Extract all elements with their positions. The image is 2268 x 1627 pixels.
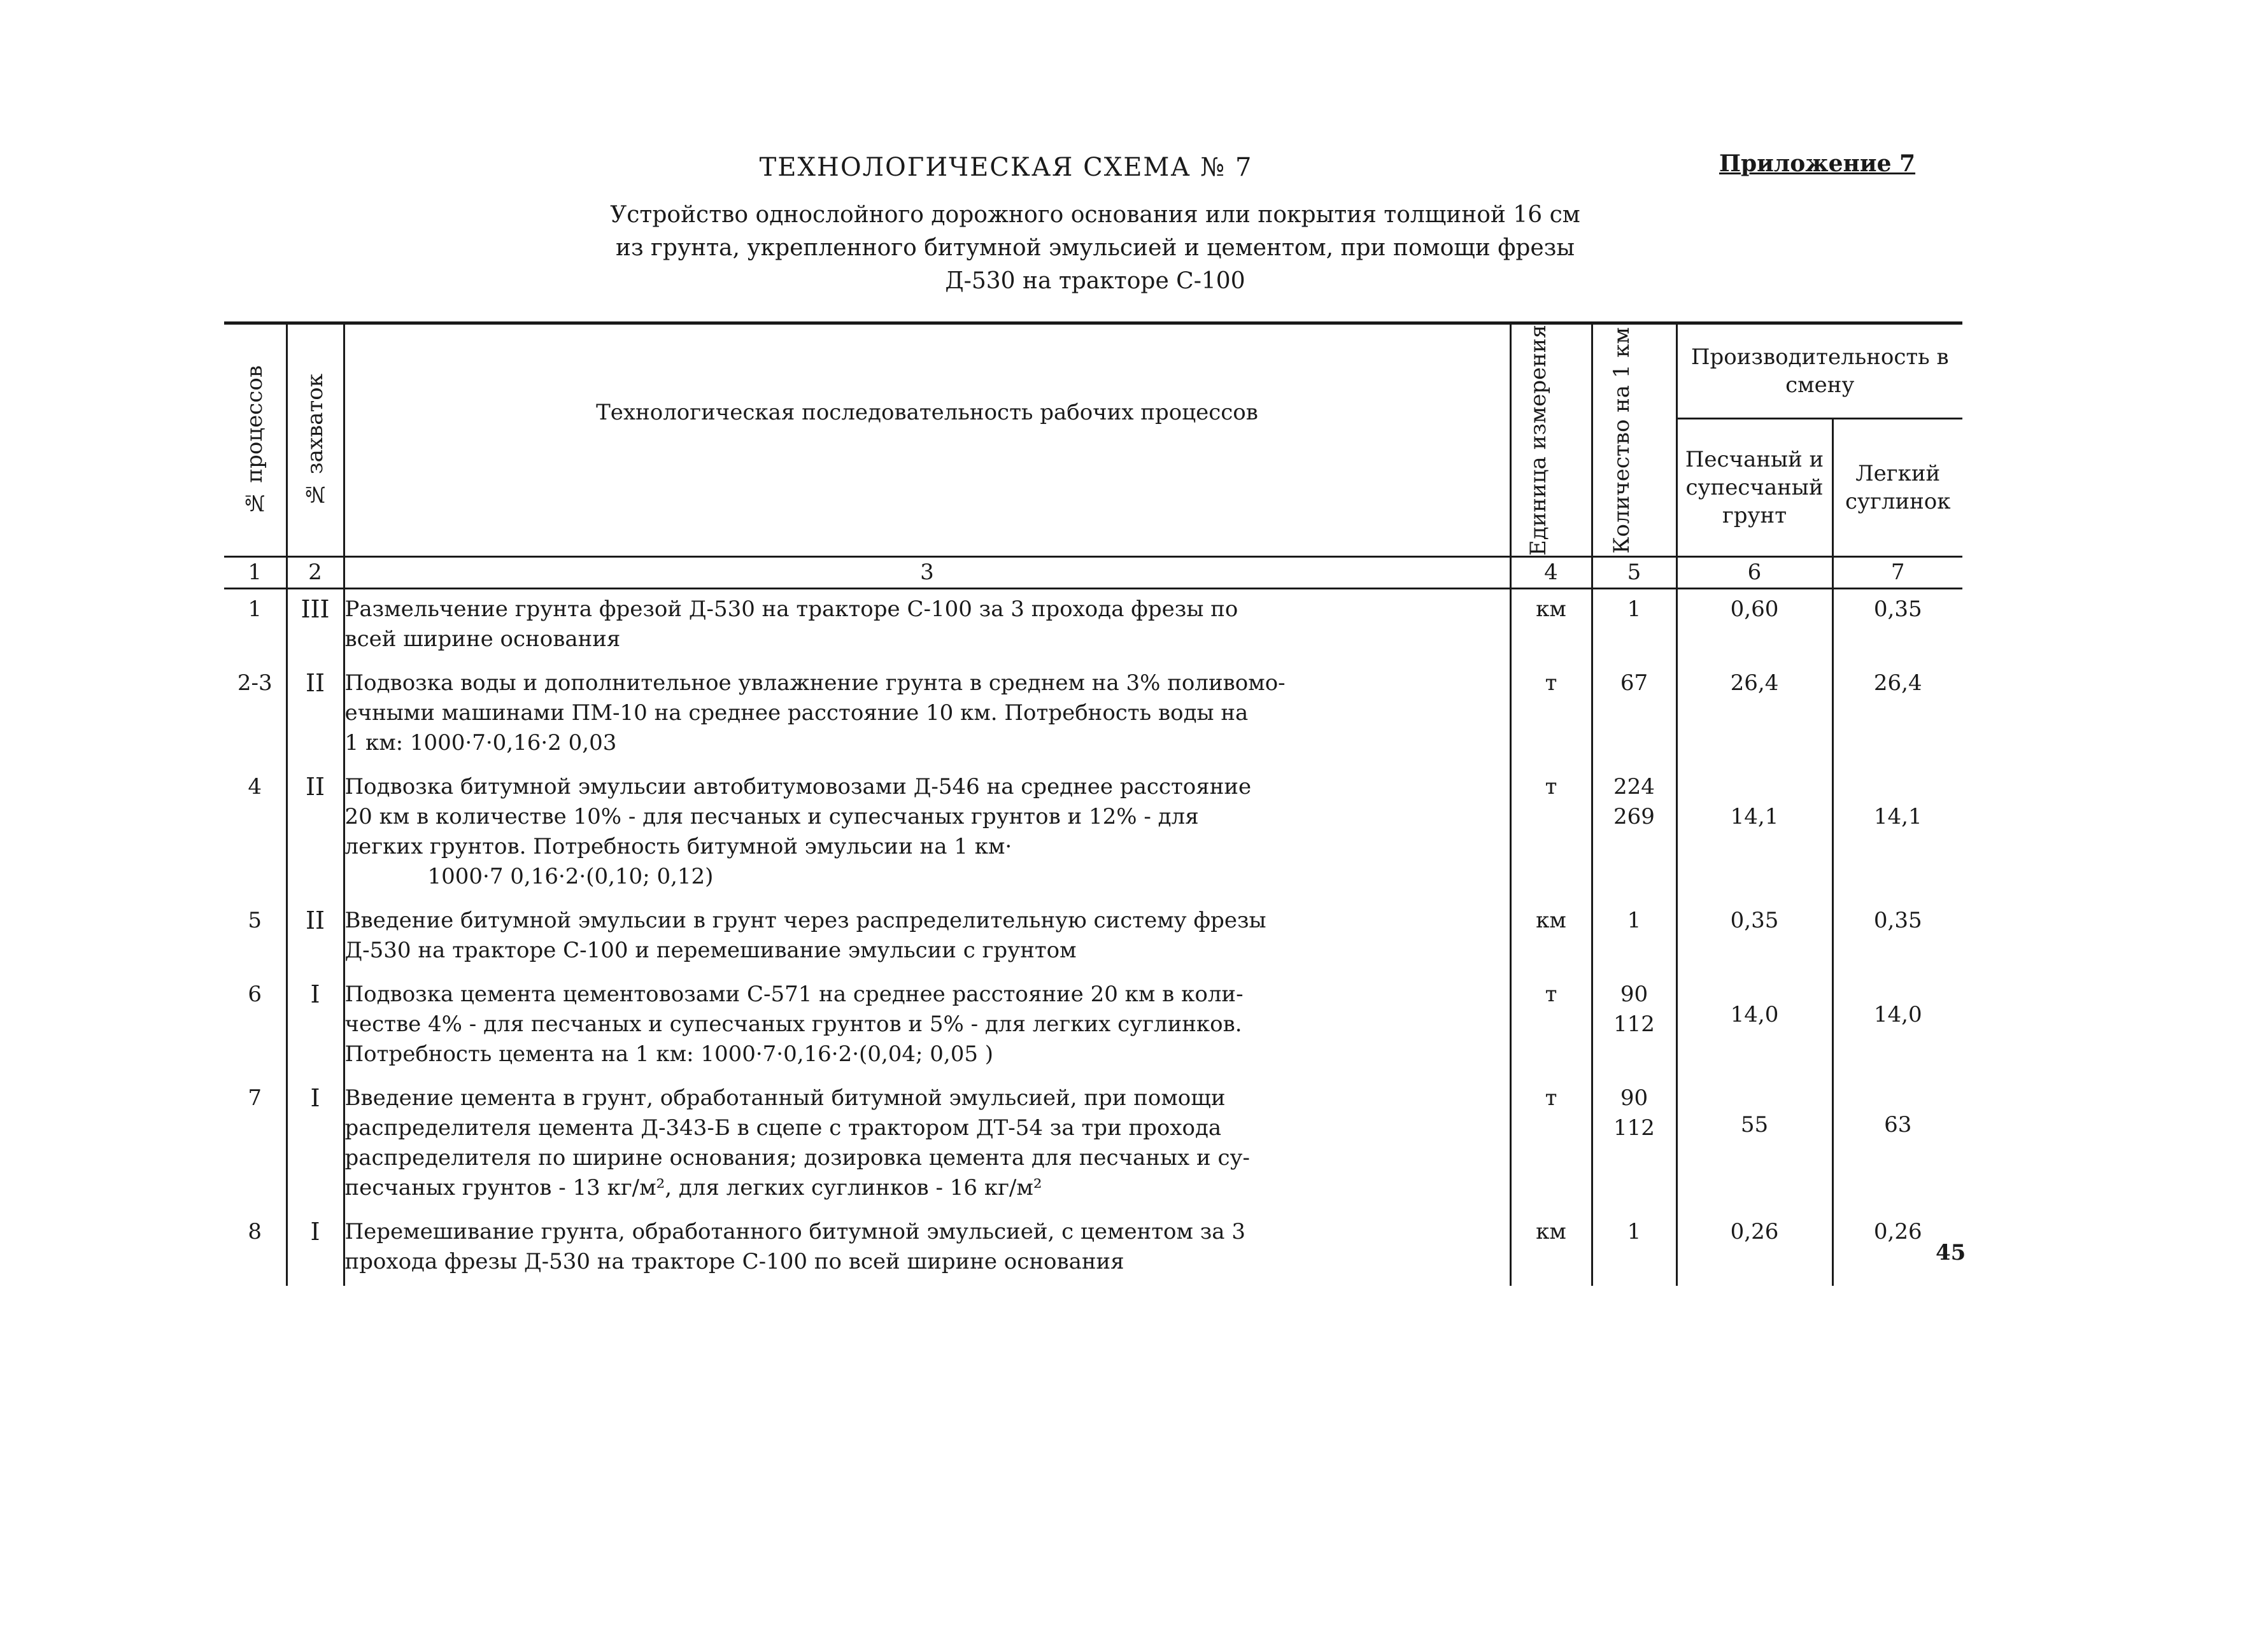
zakhvatka-number: III xyxy=(287,589,344,664)
quantity-cell xyxy=(1592,663,1676,767)
column-number: 3 xyxy=(344,557,1510,589)
description-line: распределителя по ширине основания; дозировка цемента для песчаных и су- xyxy=(344,1145,1251,1171)
header-process-no-label: № процессов xyxy=(242,365,268,516)
table-row xyxy=(224,975,1962,1078)
loam-productivity: 63 xyxy=(1832,1078,1962,1212)
header-unit-label: Единица измерения xyxy=(1526,325,1551,556)
quantity-cell xyxy=(1592,975,1676,1078)
quantity-value: 1 xyxy=(1627,596,1641,623)
column-number: 4 xyxy=(1510,557,1592,589)
quantity-cell xyxy=(1592,589,1676,664)
description-formula: 1000·7 0,16·2·(0,10; 0,12) xyxy=(427,864,714,890)
process-table xyxy=(224,321,1962,1286)
table-row xyxy=(224,901,1962,975)
description-line: Размельчение грунта фрезой Д-530 на тракторе С-100 за 3 прохода фрезы по xyxy=(344,596,1238,623)
loam-productivity: 0,35 xyxy=(1832,901,1962,975)
process-number: 2-3 xyxy=(224,663,287,767)
quantity-value: 67 xyxy=(1620,670,1648,696)
description-line: честве 4% - для песчаных и супесчаных грунтов и 5% - для легких суглинков. xyxy=(344,1011,1242,1038)
loam-productivity: 26,4 xyxy=(1832,663,1962,767)
description-line: 20 км в количестве 10% - для песчаных и супесчаных грунтов и 12% - для xyxy=(344,804,1199,830)
description-line: всей ширине основания xyxy=(344,626,621,652)
quantity-value: 112 xyxy=(1613,1115,1655,1141)
quantity-cell xyxy=(1592,901,1676,975)
table-row xyxy=(224,663,1962,767)
description-line: Потребность цемента на 1 км: 1000·7·0,16·2·(0,04; 0,05 ) xyxy=(344,1041,994,1067)
sandy-productivity: 55 xyxy=(1676,1078,1832,1212)
unit-cell: т xyxy=(1510,1078,1592,1212)
sandy-productivity: 0,60 xyxy=(1676,589,1832,664)
column-number: 5 xyxy=(1592,557,1676,589)
header-productivity: Производительность в смену xyxy=(1676,323,1962,419)
process-number: 8 xyxy=(224,1212,287,1286)
description-line: песчаных грунтов - 13 кг/м², для легких суглинков - 16 кг/м² xyxy=(344,1175,1042,1201)
description-line: прохода фрезы Д-530 на тракторе С-100 по всей ширине основания xyxy=(344,1249,1124,1275)
header-zakhvatka-no xyxy=(287,323,344,557)
table-row xyxy=(224,1078,1962,1212)
quantity-value: 90 xyxy=(1620,1085,1648,1111)
zakhvatka-number: I xyxy=(287,975,344,1078)
table-row xyxy=(224,1212,1962,1286)
loam-productivity: 14,1 xyxy=(1832,767,1962,901)
header-zakhvatka-no-label: № захваток xyxy=(302,374,328,507)
process-description xyxy=(344,767,1510,901)
document-title: ТЕХНОЛОГИЧЕСКАЯ СХЕМА № 7 xyxy=(759,153,1253,182)
unit-cell: т xyxy=(1510,975,1592,1078)
zakhvatka-number: II xyxy=(287,767,344,901)
quantity-value: 90 xyxy=(1620,982,1648,1008)
process-description xyxy=(344,1078,1510,1212)
process-description xyxy=(344,1212,1510,1286)
description-line: распределителя цемента Д-343-Б в сцепе с трактором ДТ-54 за три прохода xyxy=(344,1115,1222,1141)
header-loam: Легкий суглинок xyxy=(1832,419,1962,557)
appendix-label: Приложение 7 xyxy=(1719,150,1916,177)
sandy-productivity: 14,1 xyxy=(1676,767,1832,901)
description-line: Подвозка битумной эмульсии автобитумовозами Д-546 на среднее расстояние xyxy=(344,774,1252,800)
loam-productivity: 0,35 xyxy=(1832,589,1962,664)
header-sequence: Технологическая последовательность рабочих процессов xyxy=(344,323,1510,557)
process-description xyxy=(344,975,1510,1078)
page-number: 45 xyxy=(1936,1240,1966,1265)
process-description xyxy=(344,901,1510,975)
quantity-value: 112 xyxy=(1613,1011,1655,1038)
sandy-productivity: 0,35 xyxy=(1676,901,1832,975)
description-line: Д-530 на тракторе С-100 и перемешивание эмульсии с грунтом xyxy=(344,938,1077,964)
subtitle-line: из грунта, укрепленного битумной эмульсией и цементом, при помощи фрезы xyxy=(615,235,1575,261)
process-number: 6 xyxy=(224,975,287,1078)
loam-productivity: 0,26 xyxy=(1832,1212,1962,1286)
column-number: 1 xyxy=(224,557,287,589)
table-row xyxy=(224,767,1962,901)
unit-cell: т xyxy=(1510,663,1592,767)
process-description xyxy=(344,589,1510,664)
quantity-value: 1 xyxy=(1627,1219,1641,1245)
description-line: Введение битумной эмульсии в грунт через распределительную систему фрезы xyxy=(344,908,1266,934)
quantity-cell xyxy=(1592,767,1676,901)
description-line: ечными машинами ПМ-10 на среднее расстояние 10 км. Потребность воды на xyxy=(344,700,1249,726)
quantity-value: 269 xyxy=(1613,804,1655,830)
unit-cell: км xyxy=(1510,901,1592,975)
description-line: легких грунтов. Потребность битумной эмульсии на 1 км· xyxy=(344,834,1012,860)
unit-cell: км xyxy=(1510,589,1592,664)
document-subtitle xyxy=(535,199,1655,298)
description-line: Введение цемента в грунт, обработанный битумной эмульсией, при помощи xyxy=(344,1085,1226,1111)
zakhvatka-number: I xyxy=(287,1078,344,1212)
quantity-cell xyxy=(1592,1212,1676,1286)
process-number: 1 xyxy=(224,589,287,664)
process-number: 4 xyxy=(224,767,287,901)
header-quantity xyxy=(1592,323,1676,557)
description-line: 1 км: 1000·7·0,16·2 0,03 xyxy=(344,730,617,756)
description-line: Подвозка воды и дополнительное увлажнение грунта в среднем на 3% поливомо- xyxy=(344,670,1286,696)
zakhvatka-number: II xyxy=(287,901,344,975)
loam-productivity: 14,0 xyxy=(1832,975,1962,1078)
header-sandy: Песчаный и супесчаный грунт xyxy=(1676,419,1832,557)
sandy-productivity: 26,4 xyxy=(1676,663,1832,767)
description-line: Подвозка цемента цементовозами С-571 на среднее расстояние 20 км в коли- xyxy=(344,982,1244,1008)
sandy-productivity: 14,0 xyxy=(1676,975,1832,1078)
header-quantity-label: Количество на 1 км xyxy=(1608,327,1634,554)
unit-cell: км xyxy=(1510,1212,1592,1286)
process-number: 5 xyxy=(224,901,287,975)
description-line: Перемешивание грунта, обработанного битумной эмульсией, с цементом за 3 xyxy=(344,1219,1246,1245)
subtitle-line: Устройство однослойного дорожного основания или покрытия толщиной 16 см xyxy=(610,202,1580,228)
sandy-productivity: 0,26 xyxy=(1676,1212,1832,1286)
table-row xyxy=(224,589,1962,664)
process-description xyxy=(344,663,1510,767)
zakhvatka-number: II xyxy=(287,663,344,767)
quantity-cell xyxy=(1592,1078,1676,1212)
process-number: 7 xyxy=(224,1078,287,1212)
unit-cell: т xyxy=(1510,767,1592,901)
column-number: 6 xyxy=(1676,557,1832,589)
zakhvatka-number: I xyxy=(287,1212,344,1286)
header-unit xyxy=(1510,323,1592,557)
quantity-value: 224 xyxy=(1613,774,1655,800)
quantity-value: 1 xyxy=(1627,908,1641,934)
header-process-no xyxy=(224,323,287,557)
column-number: 2 xyxy=(287,557,344,589)
subtitle-line: Д-530 на тракторе С-100 xyxy=(945,268,1245,294)
column-number: 7 xyxy=(1832,557,1962,589)
